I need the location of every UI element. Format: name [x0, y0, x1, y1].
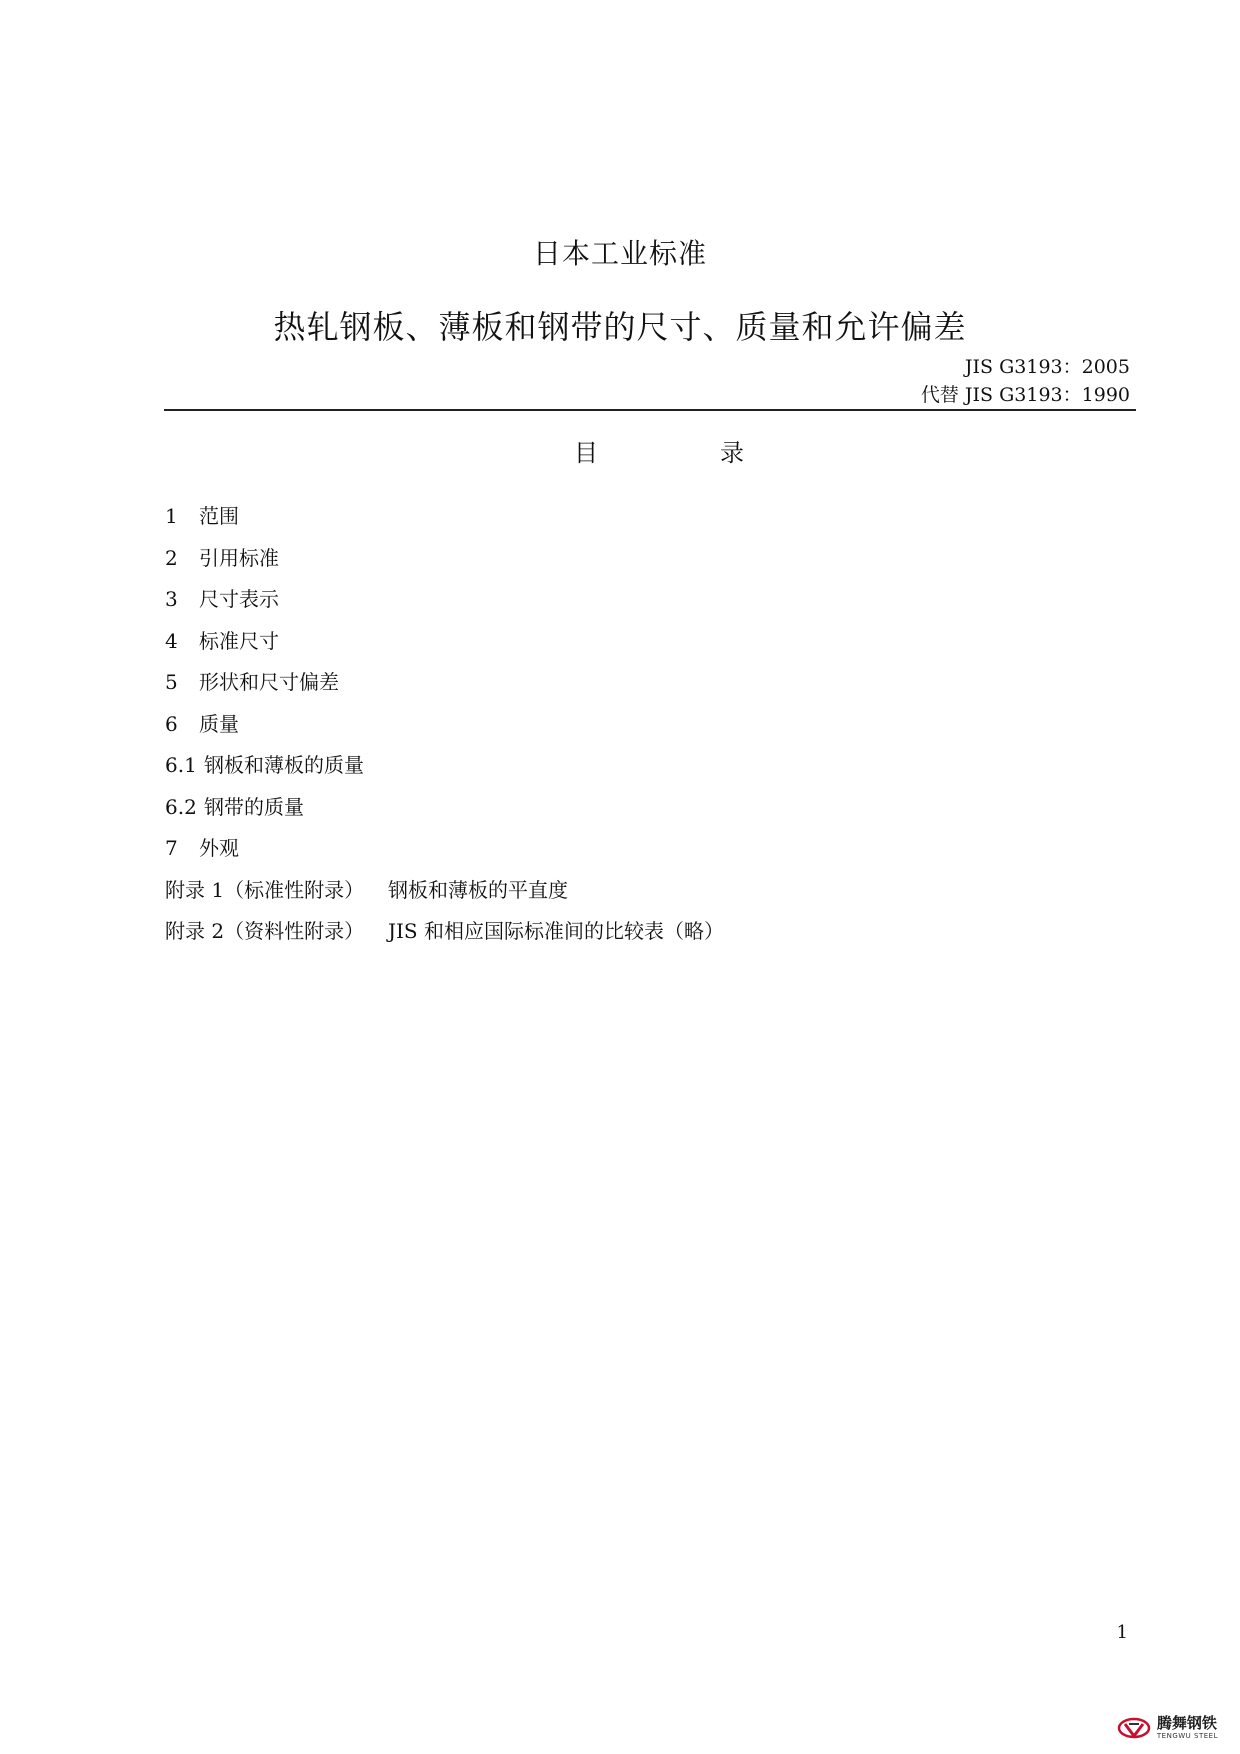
replaces-standard-code: 代替 JIS G3193：1990	[920, 384, 1130, 406]
toc-item-label: 形状和尺寸偏差	[199, 670, 339, 694]
toc-item-number: 6.2	[165, 794, 197, 819]
toc-item-number: 2	[165, 545, 178, 570]
toc-item-label: 钢板和薄板的平直度	[388, 877, 568, 902]
toc-item-label: 外观	[199, 836, 239, 860]
toc-item-number: 3	[165, 587, 178, 611]
toc-item-number: 1	[165, 504, 178, 528]
tengwu-logo-icon	[1117, 1716, 1151, 1740]
toc-item-number: 4	[165, 628, 178, 653]
toc-item-6[interactable]	[165, 708, 1065, 750]
toc-item-appendix-1[interactable]	[165, 874, 1065, 916]
toc-item-label: JIS 和相应国际标准间的比较表（略）	[388, 919, 724, 943]
header-divider	[164, 409, 1136, 411]
org-title: 日本工业标准	[532, 237, 707, 270]
toc-heading	[574, 433, 744, 468]
toc-item-label: 尺寸表示	[199, 587, 279, 611]
logo-english-name: TENGWU STEEL	[1156, 1732, 1218, 1740]
toc-item-number: 6.1	[165, 753, 197, 777]
toc-item-number: 附录 1（标准性附录）	[165, 877, 365, 902]
toc-item-number: 附录 2（资料性附录）	[165, 919, 365, 943]
toc-item-label: 引用标准	[199, 545, 279, 570]
toc-heading-right: 录	[720, 439, 744, 467]
toc-item-number: 7	[165, 836, 178, 860]
toc-item-3[interactable]	[165, 583, 1065, 625]
document-title: 热轧钢板、薄板和钢带的尺寸、质量和允许偏差	[273, 308, 967, 346]
toc-item-appendix-2[interactable]	[165, 915, 1065, 957]
toc-heading-left: 目	[574, 439, 598, 467]
toc-item-label: 钢板和薄板的质量	[204, 753, 364, 777]
toc-item-label: 钢带的质量	[204, 794, 304, 819]
toc-item-7[interactable]	[165, 832, 1065, 874]
toc-item-label: 质量	[199, 711, 239, 736]
toc-item-number: 6	[165, 711, 178, 736]
toc-item-number: 5	[165, 670, 178, 694]
toc-item-4[interactable]	[165, 625, 1065, 667]
toc-item-6-2[interactable]	[165, 791, 1065, 833]
toc-item-label: 范围	[199, 504, 239, 528]
table-of-contents	[165, 500, 1065, 957]
company-logo	[1117, 1716, 1218, 1740]
logo-chinese-name: 腾舞钢铁	[1156, 1714, 1217, 1732]
toc-item-label: 标准尺寸	[199, 628, 279, 653]
logo-text	[1157, 1716, 1218, 1740]
toc-item-5[interactable]	[165, 666, 1065, 708]
page-number: 1	[1116, 1622, 1128, 1643]
toc-item-1[interactable]	[165, 500, 1065, 542]
toc-item-2[interactable]	[165, 542, 1065, 584]
toc-item-6-1[interactable]	[165, 749, 1065, 791]
standard-code: JIS G3193：2005	[964, 356, 1130, 378]
